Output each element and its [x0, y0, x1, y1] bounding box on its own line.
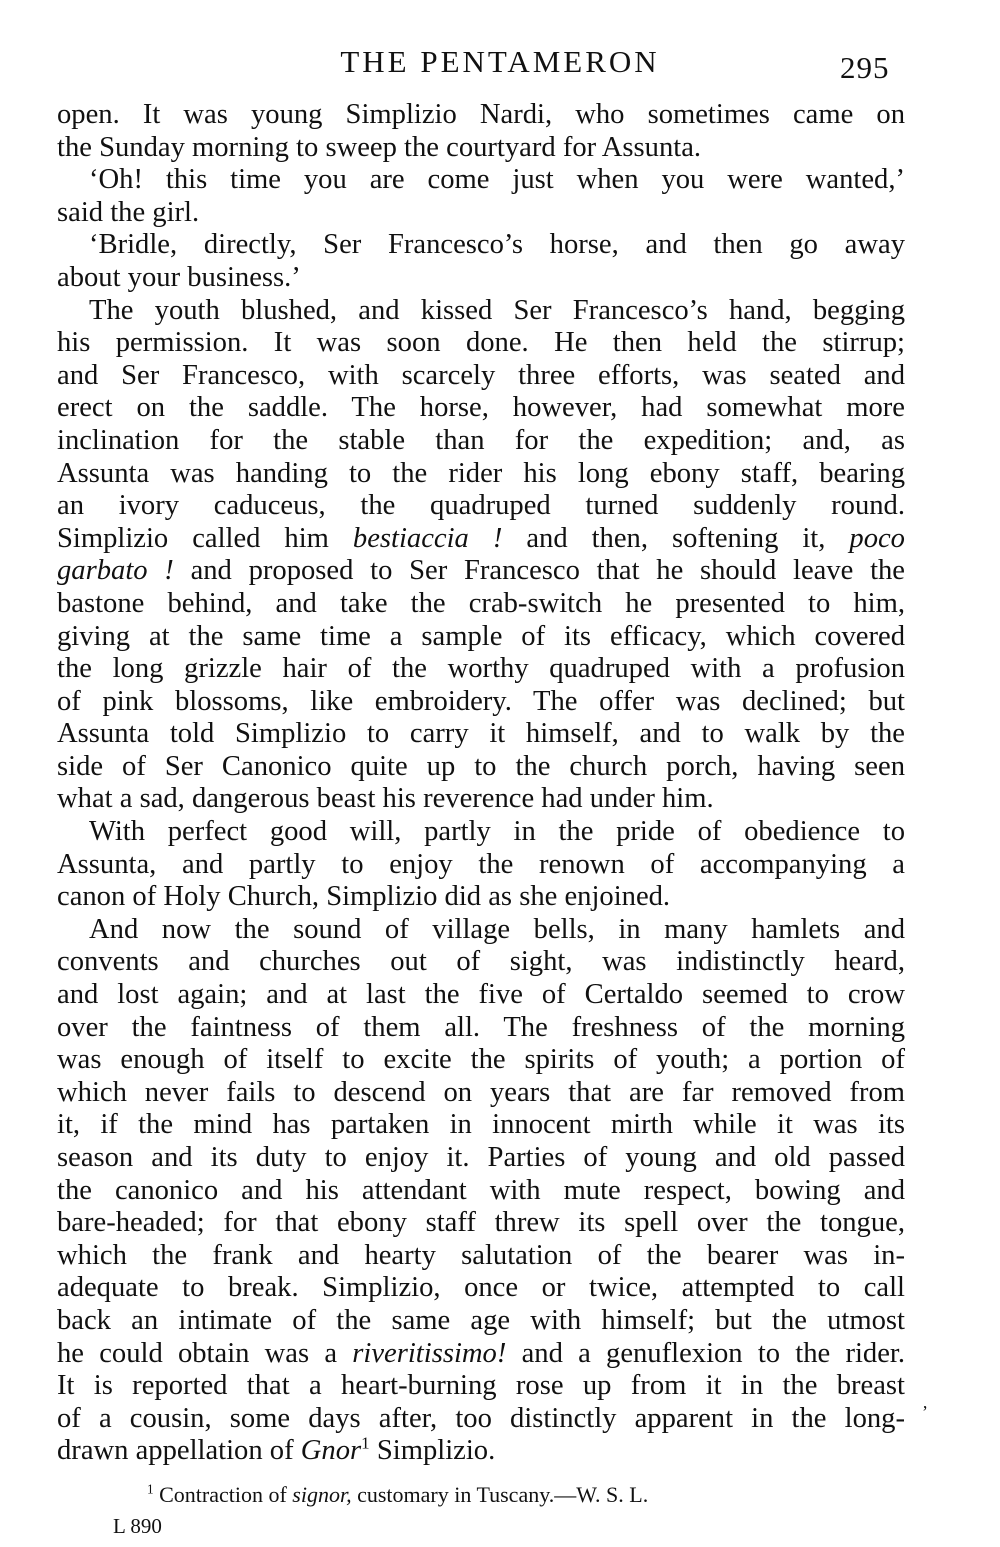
text-line: Assunta was handing to the rider his long ebony staff, bearing [57, 457, 905, 489]
text-line: his permission. It was soon done. He then held the stirrup; [57, 327, 905, 359]
text-line: giving at the same time a sample of its efficacy, which covered [57, 620, 905, 652]
italic-word: riveritissimo! [352, 1337, 507, 1369]
text-line: The youth blushed, and kissed Ser Francesco’s hand, begging [89, 294, 905, 326]
stray-mark: ‚ [922, 1392, 928, 1412]
text-line: season and its duty to enjoy it. Parties of young and old passed [57, 1142, 905, 1173]
text-line: the canonico and his attendant with mute respect, bowing and [57, 1174, 905, 1206]
text-line: which never fails to descend on years that are far removed from [57, 1076, 905, 1108]
signature-number: 890 [130, 1514, 162, 1538]
text-line: an ivory caduceus, the quadruped turned suddenly round. [57, 490, 905, 522]
text-line: of a cousin, some days after, too distinctly apparent in the long- [57, 1402, 905, 1434]
text-line [57, 555, 905, 588]
body-text [57, 99, 905, 1468]
text-line: ‘Bridle, directly, Ser Francesco’s horse, and then go away [89, 229, 905, 261]
italic-word: Gnor [300, 1435, 362, 1467]
text-line: bastone behind, and take the crab-switch he presented to him, [57, 587, 905, 619]
footnote-text: Contraction of [153, 1482, 293, 1507]
text-fragment: he could obtain was a [57, 1337, 353, 1369]
text-line: and Ser Francesco, with scarcely three efforts, was seated and [57, 359, 905, 391]
printer-signature [113, 1514, 162, 1539]
text-fragment: Simplizio called him [57, 522, 353, 554]
text-line: open. It was young Simplizio Nardi, who sometimes came on [57, 99, 905, 130]
footnote-reference: 1 [361, 1433, 370, 1453]
text-line: erect on the saddle. The horse, however, had somewhat more [57, 392, 905, 424]
text-line: back an intimate of the same age with himself; but the utmost [57, 1304, 905, 1336]
footnote-marker: 1 [147, 1481, 154, 1497]
text-fragment: and proposed to Ser Francesco that he should leave the [173, 555, 905, 587]
text-fragment: Simplizio. [369, 1435, 496, 1467]
text-line: ‘Oh! this time you are come just when you were wanted,’ [89, 164, 905, 196]
text-fragment: and a genuflexion to the rider. [506, 1337, 905, 1369]
text-line: was enough of itself to excite the spirits of youth; a portion of [57, 1044, 905, 1076]
text-line: Assunta, and partly to enjoy the renown of accompanying a [57, 848, 905, 880]
text-line: it, if the mind has partaken in innocent mirth while it was its [57, 1109, 905, 1141]
italic-word: signor, [292, 1482, 352, 1507]
page-number: 295 [840, 50, 890, 85]
text-line: the long grizzle hair of the worthy quadruped with a profusion [57, 653, 905, 685]
italic-word: poco [849, 522, 905, 554]
text-line: side of Ser Canonico quite up to the church porch, having seen [57, 750, 905, 782]
page-header [0, 44, 1000, 84]
footnote-text: customary in Tuscany.—W. S. L. [351, 1482, 649, 1507]
text-line: adequate to break. Simplizio, once or twice, attempted to call [57, 1272, 905, 1304]
italic-word: garbato ! [57, 555, 174, 587]
text-line: which the frank and hearty salutation of the bearer was in- [57, 1239, 905, 1271]
text-line: Assunta told Simplizio to carry it himself, and to walk by the [57, 718, 905, 750]
text-fragment: drawn appellation of [57, 1435, 301, 1467]
text-line: And now the sound of village bells, in many hamlets and [89, 913, 905, 945]
text-line: what a sad, dangerous beast his reverence had under him. [57, 783, 714, 815]
text-line: canon of Holy Church, Simplizio did as she enjoined. [57, 881, 671, 913]
text-line: convents and churches out of sight, was indistinctly heard, [57, 946, 905, 978]
text-line: over the faintness of them all. The freshness of the morning [57, 1011, 905, 1043]
text-line: bare-headed; for that ebony staff threw its spell over the tongue, [57, 1207, 905, 1239]
text-line: about your business.’ [57, 261, 301, 293]
text-line: the Sunday morning to sweep the courtyard for Assunta. [57, 131, 702, 163]
text-line: It is reported that a heart-burning rose up from it in the breast [57, 1370, 905, 1402]
text-line [57, 1338, 905, 1371]
italic-word: bestiaccia ! [352, 522, 503, 554]
text-line: With perfect good will, partly in the pride of obedience to [89, 816, 905, 848]
signature-letter: L [113, 1514, 126, 1538]
text-line [57, 1435, 905, 1468]
text-line: said the girl. [57, 196, 200, 228]
text-line: and lost again; and at last the five of Certaldo seemed to crow [57, 979, 905, 1011]
text-line: of pink blossoms, like embroidery. The offer was declined; but [57, 685, 905, 717]
running-title: THE PENTAMERON [340, 44, 660, 79]
footnote [147, 1482, 648, 1508]
text-fragment: and then, softening it, [502, 522, 850, 554]
text-line [57, 523, 905, 556]
text-line: inclination for the stable than for the expedition; and, as [57, 424, 905, 456]
